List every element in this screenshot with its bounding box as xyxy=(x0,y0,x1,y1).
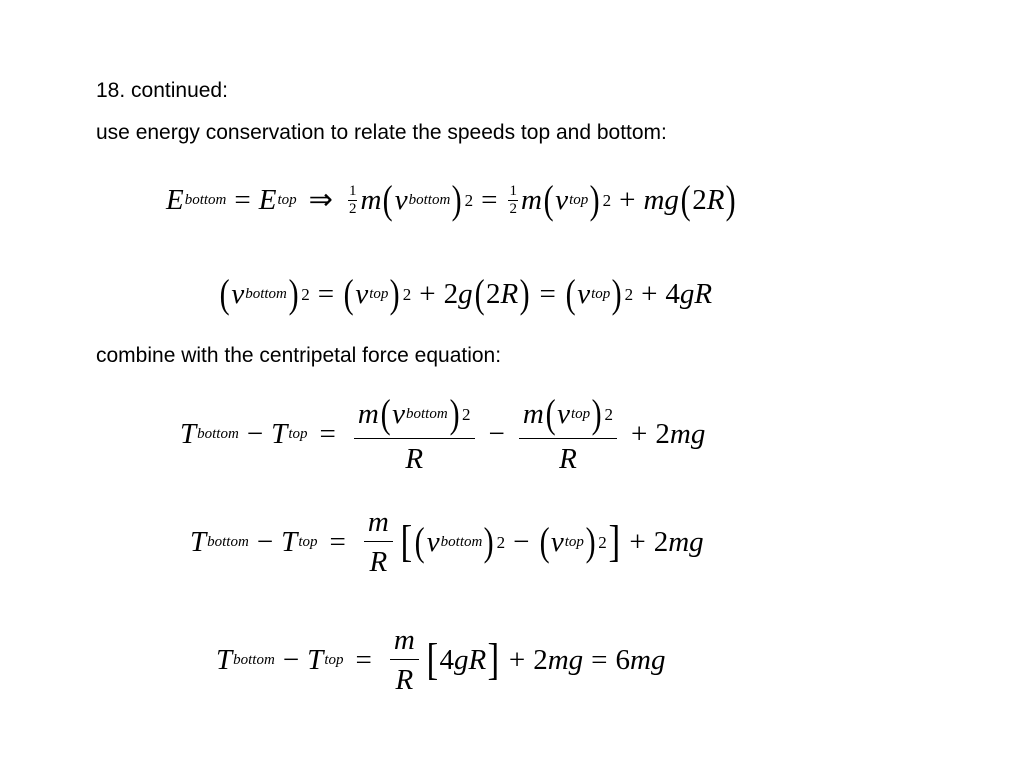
equation-tension-difference-result: T bottom − T top = $\frac{m}{R}$ [ 4 g R ] + 2 mg = 6 mg xyxy=(216,623,666,696)
heading: 18. continued: xyxy=(96,79,228,102)
centripetal-force-text: combine with the centripetal force equation: xyxy=(96,344,502,367)
equation-speed-relation: ( v bottom ) 2 = ( v top ) 2 + 2 g ( 2 R ) = ( v top ) 2 + 4 g R xyxy=(219,271,713,316)
equation-energy-conservation: E bottom = E top ⇒ $\frac{1}{2}$ m ( v bottom ) 2 = $\frac{1}{2}$ m ( v top ) 2 + mg ( 2 R ) xyxy=(166,177,737,222)
equation-tension-difference-factored: T bottom − T top = $\frac{m}{R}$ [ ( v bottom ) 2 − ( v top ) 2 ] + 2 mg xyxy=(190,505,704,578)
energy-conservation-text: use energy conservation to relate the speeds top and bottom: xyxy=(96,121,667,144)
equation-tension-difference-fractions: T bottom − T top = m ( v bottom ) 2 R − m ( v top ) 2 R + 2 mg xyxy=(180,391,706,475)
